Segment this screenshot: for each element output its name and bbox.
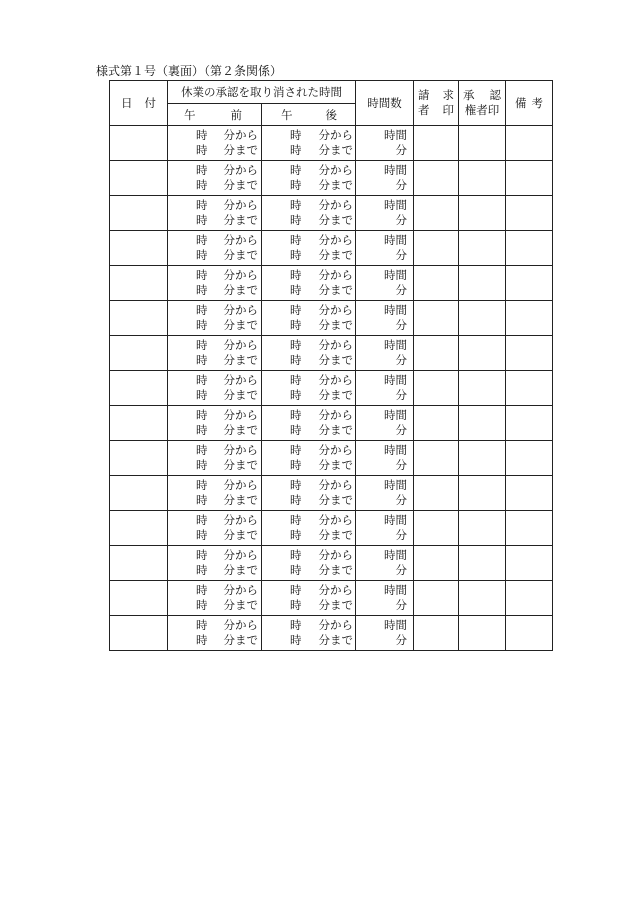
date-cell[interactable] [110, 511, 168, 546]
am-time-cell[interactable]: 時 分から 時 分まで [168, 406, 262, 441]
date-cell[interactable] [110, 406, 168, 441]
remarks-cell[interactable] [506, 546, 553, 581]
table-row [110, 161, 553, 196]
approver-seal-cell[interactable] [459, 546, 506, 581]
pm-time-cell[interactable]: 時 分から 時 分まで [262, 336, 356, 371]
date-cell[interactable] [110, 546, 168, 581]
hours-cell[interactable]: 時間 分 [356, 266, 414, 301]
header-cancelled-time: 休業の承認を取り消された時間 [168, 81, 356, 104]
am-time-cell[interactable]: 時 分から 時 分まで [168, 231, 262, 266]
hours-cell[interactable]: 時間 分 [356, 581, 414, 616]
header-pm: 午 後 [262, 104, 356, 126]
hours-cell[interactable]: 時間 分 [356, 616, 414, 651]
requester-seal-cell[interactable] [414, 616, 459, 651]
pm-time-cell[interactable]: 時 分から 時 分まで [262, 406, 356, 441]
requester-seal-cell[interactable] [414, 406, 459, 441]
pm-time-cell[interactable]: 時 分から 時 分まで [262, 126, 356, 161]
date-cell[interactable] [110, 301, 168, 336]
remarks-cell[interactable] [506, 406, 553, 441]
requester-seal-cell[interactable] [414, 441, 459, 476]
remarks-cell[interactable] [506, 301, 553, 336]
remarks-cell[interactable] [506, 126, 553, 161]
approver-seal-cell[interactable] [459, 126, 506, 161]
table-row [110, 441, 553, 476]
requester-seal-cell[interactable] [414, 126, 459, 161]
table-row [110, 511, 553, 546]
approver-seal-cell[interactable] [459, 616, 506, 651]
form-title: 様式第１号（裏面）（第２条関係） [96, 64, 283, 78]
hours-cell[interactable]: 時間 分 [356, 511, 414, 546]
requester-seal-cell[interactable] [414, 511, 459, 546]
date-cell[interactable] [110, 336, 168, 371]
approver-seal-cell[interactable] [459, 511, 506, 546]
header-requester-seal: 請 求 者 印 [414, 81, 459, 126]
pm-time-cell[interactable]: 時 分から 時 分まで [262, 301, 356, 336]
remarks-cell[interactable] [506, 231, 553, 266]
pm-time-cell[interactable]: 時 分から 時 分まで [262, 371, 356, 406]
header-date: 日 付 [110, 81, 168, 126]
remarks-cell[interactable] [506, 616, 553, 651]
date-cell[interactable] [110, 196, 168, 231]
date-cell[interactable] [110, 266, 168, 301]
table-row [110, 336, 553, 371]
requester-seal-cell[interactable] [414, 581, 459, 616]
approver-seal-cell[interactable] [459, 301, 506, 336]
requester-seal-cell[interactable] [414, 266, 459, 301]
table-row [110, 406, 553, 441]
approver-seal-cell[interactable] [459, 476, 506, 511]
date-cell[interactable] [110, 231, 168, 266]
approver-seal-cell[interactable] [459, 581, 506, 616]
remarks-cell[interactable] [506, 476, 553, 511]
am-time-cell[interactable]: 時 分から 時 分まで [168, 581, 262, 616]
pm-time-cell[interactable]: 時 分から 時 分まで [262, 161, 356, 196]
approver-seal-cell[interactable] [459, 196, 506, 231]
table-row [110, 231, 553, 266]
requester-seal-cell[interactable] [414, 546, 459, 581]
table-row [110, 196, 553, 231]
header-hours: 時間数 [356, 81, 414, 126]
am-time-cell[interactable]: 時 分から 時 分まで [168, 301, 262, 336]
date-cell[interactable] [110, 371, 168, 406]
pm-time-cell[interactable]: 時 分から 時 分まで [262, 511, 356, 546]
approver-seal-cell[interactable] [459, 406, 506, 441]
requester-seal-cell[interactable] [414, 336, 459, 371]
am-time-cell[interactable]: 時 分から 時 分まで [168, 126, 262, 161]
am-time-cell[interactable]: 時 分から 時 分まで [168, 196, 262, 231]
am-time-cell[interactable]: 時 分から 時 分まで [168, 616, 262, 651]
remarks-cell[interactable] [506, 196, 553, 231]
requester-seal-cell[interactable] [414, 301, 459, 336]
table-row [110, 546, 553, 581]
am-time-cell[interactable]: 時 分から 時 分まで [168, 441, 262, 476]
hours-cell[interactable]: 時間 分 [356, 126, 414, 161]
hours-cell[interactable]: 時間 分 [356, 371, 414, 406]
requester-seal-cell[interactable] [414, 196, 459, 231]
pm-time-cell[interactable]: 時 分から 時 分まで [262, 231, 356, 266]
header-row-top [110, 81, 553, 104]
requester-seal-cell[interactable] [414, 231, 459, 266]
approver-seal-cell[interactable] [459, 161, 506, 196]
am-time-cell[interactable]: 時 分から 時 分まで [168, 266, 262, 301]
am-time-cell[interactable]: 時 分から 時 分まで [168, 546, 262, 581]
pm-time-cell[interactable]: 時 分から 時 分まで [262, 476, 356, 511]
hours-cell[interactable]: 時間 分 [356, 441, 414, 476]
pm-time-cell[interactable]: 時 分から 時 分まで [262, 441, 356, 476]
remarks-cell[interactable] [506, 161, 553, 196]
table-body [110, 126, 553, 651]
requester-seal-cell[interactable] [414, 371, 459, 406]
table-row [110, 301, 553, 336]
hours-cell[interactable]: 時間 分 [356, 231, 414, 266]
hours-cell[interactable]: 時間 分 [356, 196, 414, 231]
remarks-cell[interactable] [506, 336, 553, 371]
hours-cell[interactable]: 時間 分 [356, 476, 414, 511]
date-cell[interactable] [110, 476, 168, 511]
requester-seal-cell[interactable] [414, 161, 459, 196]
requester-seal-cell[interactable] [414, 476, 459, 511]
table-row [110, 371, 553, 406]
am-time-cell[interactable]: 時 分から 時 分まで [168, 371, 262, 406]
approver-seal-cell[interactable] [459, 336, 506, 371]
hours-cell[interactable]: 時間 分 [356, 336, 414, 371]
date-cell[interactable] [110, 161, 168, 196]
remarks-cell[interactable] [506, 266, 553, 301]
date-cell[interactable] [110, 616, 168, 651]
table-row [110, 476, 553, 511]
remarks-cell[interactable] [506, 511, 553, 546]
table-row [110, 581, 553, 616]
header-approver-seal: 承 認 権者印 [459, 81, 506, 126]
am-time-cell[interactable]: 時 分から 時 分まで [168, 161, 262, 196]
hours-cell[interactable]: 時間 分 [356, 161, 414, 196]
approver-seal-cell[interactable] [459, 441, 506, 476]
am-time-cell[interactable]: 時 分から 時 分まで [168, 336, 262, 371]
table-row [110, 616, 553, 651]
am-time-cell[interactable]: 時 分から 時 分まで [168, 511, 262, 546]
remarks-cell[interactable] [506, 581, 553, 616]
header-am: 午 前 [168, 104, 262, 126]
pm-time-cell[interactable]: 時 分から 時 分まで [262, 581, 356, 616]
remarks-cell[interactable] [506, 371, 553, 406]
hours-cell[interactable]: 時間 分 [356, 546, 414, 581]
hours-cell[interactable]: 時間 分 [356, 301, 414, 336]
pm-time-cell[interactable]: 時 分から 時 分まで [262, 546, 356, 581]
table-row [110, 126, 553, 161]
pm-time-cell[interactable]: 時 分から 時 分まで [262, 616, 356, 651]
date-cell[interactable] [110, 581, 168, 616]
table-row [110, 266, 553, 301]
date-cell[interactable] [110, 441, 168, 476]
leave-cancellation-table [109, 80, 553, 651]
approver-seal-cell[interactable] [459, 231, 506, 266]
approver-seal-cell[interactable] [459, 266, 506, 301]
pm-time-cell[interactable]: 時 分から 時 分まで [262, 196, 356, 231]
date-cell[interactable] [110, 126, 168, 161]
hours-cell[interactable]: 時間 分 [356, 406, 414, 441]
approver-seal-cell[interactable] [459, 371, 506, 406]
pm-time-cell[interactable]: 時 分から 時 分まで [262, 266, 356, 301]
header-remarks: 備 考 [506, 81, 553, 126]
am-time-cell[interactable]: 時 分から 時 分まで [168, 476, 262, 511]
remarks-cell[interactable] [506, 441, 553, 476]
